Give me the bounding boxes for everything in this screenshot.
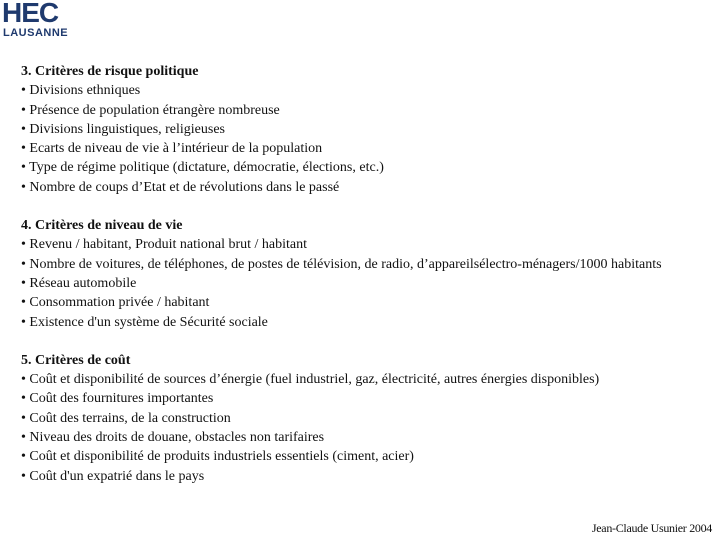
section-standard-of-living [21,216,711,332]
list-item: • Nombre de voitures, de téléphones, de postes de télévision, de radio, d’appareilsélectro-ménagers/1000 habitants [21,256,662,272]
list-item: • Coût d'un expatrié dans le pays [21,468,205,484]
list-item: • Nombre de coups d’Etat et de révolutions dans le passé [21,179,340,195]
list-item: • Réseau automobile [21,275,137,291]
section-title: 3. Critères de risque politique [21,64,199,79]
slide-content [21,62,711,505]
list-item: • Ecarts de niveau de vie à l’intérieur de la population [21,141,323,157]
list-item: • Coût et disponibilité de produits industriels essentiels (ciment, acier) [21,449,414,465]
section-political-risk [21,62,711,197]
list-item: • Coût et disponibilité de sources d’énergie (fuel industriel, gaz, électricité, autres énergies disponibles) [21,372,600,388]
list-item: • Niveau des droits de douane, obstacles non tarifaires [21,430,325,446]
list-item: • Existence d'un système de Sécurité sociale [21,314,268,330]
list-item: • Coût des terrains, de la construction [21,410,231,426]
logo-hec-text: HEC [2,0,59,28]
hec-lausanne-logo [2,2,68,40]
section-title: 4. Critères de niveau de vie [21,218,183,234]
list-item: • Divisions ethniques [21,83,141,99]
list-item: • Présence de population étrangère nombreuse [21,102,280,118]
section-cost [21,351,711,486]
logo-lausanne-text: LAUSANNE [3,27,69,39]
list-item: • Divisions linguistiques, religieuses [21,121,226,137]
list-item: • Revenu / habitant, Produit national brut / habitant [21,237,308,253]
list-item: • Type de régime politique (dictature, démocratie, élections, etc.) [21,160,384,176]
author-footer: Jean-Claude Usunier 2004 [591,521,712,535]
list-item: • Coût des fournitures importantes [21,391,214,407]
list-item: • Consommation privée / habitant [21,295,210,311]
section-title: 5. Critères de coût [21,352,131,368]
